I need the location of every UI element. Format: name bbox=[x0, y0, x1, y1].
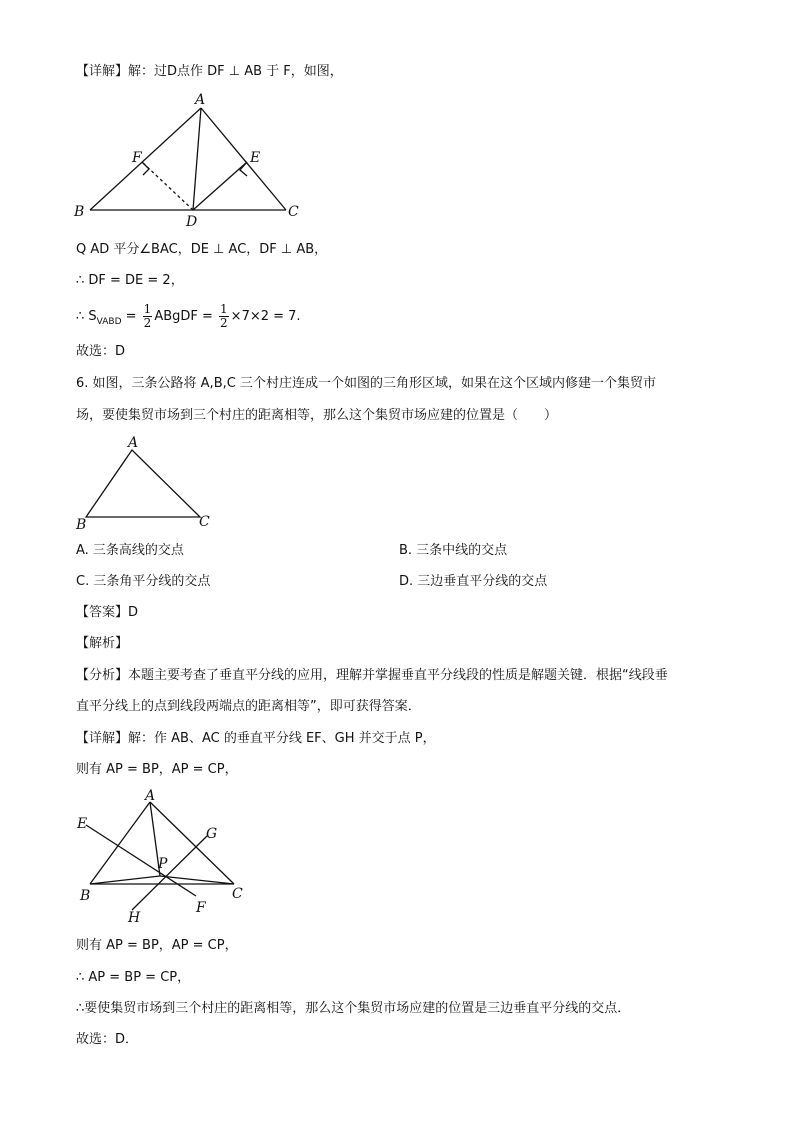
q5-line2: ∴ DF = DE = 2， bbox=[76, 273, 184, 288]
q6-analysis-line2: 直平分线上的点到线段两端点的距离相等”，即可获得答案． bbox=[76, 699, 421, 714]
q6-detail-line5: ∴要使集贸市场到三个村庄的距离相等，那么这个集贸市场应建的位置是三边垂直平分线的交点． bbox=[76, 1001, 631, 1016]
q6-fig2-label-F: F bbox=[196, 900, 206, 916]
q6-fig2-label-B: B bbox=[80, 888, 91, 904]
q6-fig2-label-E: E bbox=[77, 816, 88, 832]
q6-detail-line2: 则有 AP = BP，AP = CP， bbox=[76, 762, 238, 777]
q5-label-A: A bbox=[195, 92, 206, 108]
q6-stem-line1: 6. 如图，三条公路将 A,B,C 三个村庄连成一个如图的三角形区域，如果在这个区域内修建一个集贸市 bbox=[76, 376, 656, 391]
q6-analysis-heading: 【解析】 bbox=[76, 636, 129, 651]
q6-fig2-label-H: H bbox=[128, 910, 141, 926]
q6-detail-line3: 则有 AP = BP，AP = CP， bbox=[76, 938, 238, 953]
q5-half-fraction: $\frac{1}{2}$ bbox=[143, 302, 152, 330]
q6-fig2-label-C: C bbox=[232, 886, 243, 902]
q6-option-C: C. 三条角平分线的交点 bbox=[76, 574, 211, 589]
q6-label-B: B bbox=[76, 517, 87, 533]
q6-stem-line2: 场，要使集贸市场到三个村庄的距离相等，那么这个集贸市场应建的位置是（ ） bbox=[76, 408, 558, 423]
q6-figure bbox=[72, 434, 232, 534]
q5-label-D: D bbox=[186, 214, 198, 230]
q5-label-C: C bbox=[288, 204, 299, 220]
q6-fig2-label-A: A bbox=[145, 788, 156, 804]
q6-analysis-line1: 【分析】本题主要考查了垂直平分线的应用，理解并掌握垂直平分线段的性质是解题关键．根据“线段垂 bbox=[76, 668, 668, 683]
q5-line3: ∴ $S_{VABD}$ = $\frac{1}{2}$ ABgDF = $\frac{1}{2}$ ×7×2 = 7. bbox=[76, 302, 301, 330]
q6-option-B: B. 三条中线的交点 bbox=[399, 543, 508, 558]
q5-half-fraction-2: $\frac{1}{2}$ bbox=[220, 302, 228, 330]
q6-option-A: A. 三条高线的交点 bbox=[76, 543, 184, 558]
q6-detail-line1: 【详解】解：作 AB、AC 的垂直平分线 EF、GH 并交于点 P， bbox=[76, 731, 436, 746]
q6-label-A: A bbox=[128, 435, 139, 451]
q6-fig2-label-G: G bbox=[206, 826, 218, 842]
q5-line1: Q AD 平分∠BAC，DE ⊥ AC，DF ⊥ AB， bbox=[76, 242, 328, 257]
q5-answer-choice: 故选：D bbox=[76, 344, 126, 359]
q6-answer: 【答案】D bbox=[76, 605, 139, 620]
q5-label-B: B bbox=[74, 204, 85, 220]
q6-answer-choice: 故选：D． bbox=[76, 1032, 139, 1047]
q6-detail-line4: ∴ AP = BP = CP， bbox=[76, 970, 191, 985]
q6-label-C: C bbox=[199, 514, 210, 530]
q5-detail-intro: 【详解】解：过D点作 DF ⊥ AB 于 F，如图， bbox=[76, 64, 343, 79]
q6-fig2-label-P: P bbox=[158, 856, 168, 872]
q5-figure bbox=[72, 90, 312, 230]
q5-label-E: E bbox=[250, 150, 261, 166]
q6-perpendicular-bisector-figure bbox=[72, 788, 262, 928]
q6-option-D: D. 三边垂直平分线的交点 bbox=[399, 574, 548, 589]
q5-label-F: F bbox=[132, 150, 142, 166]
